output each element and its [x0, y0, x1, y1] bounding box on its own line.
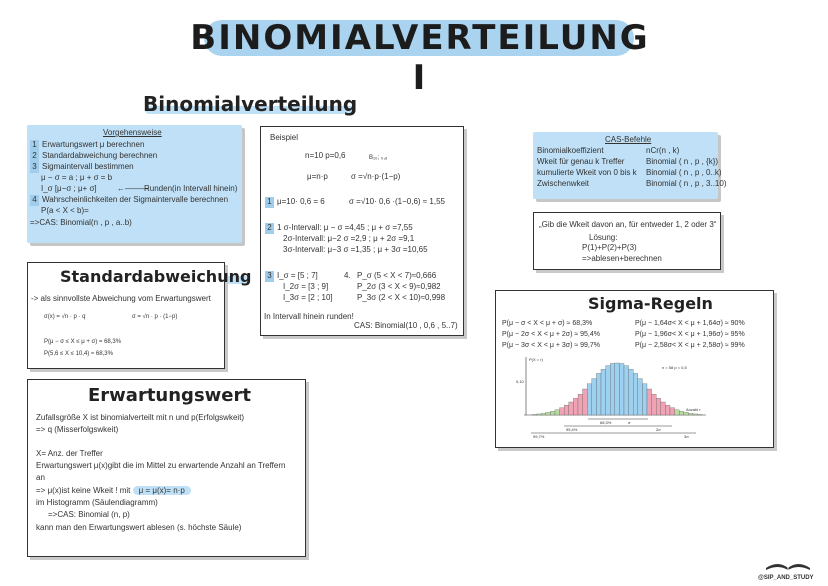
histogram-bar	[688, 413, 693, 415]
sigma-regeln-panel: Sigma-Regeln P(μ − σ < X < μ + σ) ≈ 68,3% P(μ − 2σ < X < μ + 2σ) ≈ 95,4% P(μ − 3σ < X < μ + 3σ) ≈ 99,7% P(μ − 1,64σ< X < μ + 1,64σ) ≈ 90% P(μ − 1,96σ< X < μ + 1,96σ) ≈ 95% P(μ − 2,58σ< X < μ + 2,58σ) ≈ 99% P(X = r) Anzahl r 0,10 n = 58 p = 0,5 68,3% 95,4% 99,7% σ 2σ 3σ	[495, 290, 774, 448]
histogram-bar	[619, 364, 624, 415]
page-title: BINOMIALVERTEILUNG I	[190, 18, 650, 98]
histogram-bar	[587, 384, 592, 415]
histogram-bar	[583, 389, 588, 415]
hist-xlabel: Anzahl r	[686, 407, 701, 412]
subtitle: Binomialverteilung	[143, 92, 358, 116]
standardabweichung-panel: Standardabweichung -> als sinnvollste Abweichung vom Erwartungswert σ(x) = √n · p · q σ = √n · p · (1−p) P(μ − σ ≤ X ≤ μ + σ) = 68,3% P(5,6 ≤ X ≤ 10,4) ≈ 68,3%	[27, 262, 225, 369]
sigma-histogram	[496, 353, 773, 445]
erwartungswert-panel: Erwartungswert Zufallsgröße X ist binomialverteilt mit n und p(Erfolgswkeit) => q (Misserfolgswkeit) X= Anz. der Treffer Erwartungswert μ(x)gibt die im Mittel zu erwartende Anzahl an Treffern an => μ(x)ist keine Wkeit ! mit μ = μ(x)= n·p im Histogramm (Säulendiagramm) =>CAS: Binomial (n, p) kann man den Erwartungswert ablesen (s. höchste Säule)	[27, 379, 306, 557]
histogram-bar	[642, 384, 647, 415]
histogram-bar	[550, 411, 555, 415]
cas-befehle-panel: CAS-Befehle Binomialkoeffizient nCr(n , k) Wkeit für genau k Treffer Binomial ( n , p , {k}) kumulierte Wkeit von 0 bis k Binomial ( n , p , 0..k) Zwischenwkeit Binomial ( n , p , 3..10)	[533, 132, 718, 199]
histogram-bar	[638, 379, 643, 415]
histogram-bar	[633, 373, 638, 415]
histogram-bar	[601, 369, 606, 415]
histogram-bar	[624, 366, 629, 415]
histogram-bar	[629, 369, 634, 415]
vorgehensweise-heading: Vorgehensweise	[103, 128, 162, 137]
hist-pct1: 68,3%	[600, 420, 612, 425]
histogram-bar	[661, 402, 666, 415]
hist-sig2: 2σ	[656, 427, 661, 432]
hist-ylabel: P(X = r)	[529, 357, 543, 362]
histogram-bar	[564, 405, 569, 415]
histogram-bar	[670, 408, 675, 415]
histogram-bar	[578, 394, 583, 415]
logo: @SIP_AND_STUDY	[758, 556, 818, 582]
histogram-bar	[684, 412, 689, 415]
histogram-bar	[546, 412, 551, 415]
hist-pct2: 95,4%	[566, 427, 578, 432]
entweder-panel: „Gib die Wkeit davon an, für entweder 1, 2 oder 3“ Lösung: P(1)+P(2)+P(3) =>ablesen+berechnen	[533, 212, 721, 270]
histogram-bar	[560, 408, 565, 415]
hist-sig1: σ	[628, 420, 631, 425]
histogram-bar	[698, 414, 703, 415]
histogram-bar	[592, 379, 597, 415]
histogram-bar	[555, 410, 560, 415]
vorgehensweise-panel: Vorgehensweise 1 Erwartungswert μ berechnen 2 Standardabweichung berechnen 3 Sigmaintervall bestimmen μ − σ = a ; μ + σ = b I_σ [μ−σ ; μ+ σ] ←——— Runden(in Intervall hinein) 4 Wahrscheinlichkeiten der Sigmaintervalle berechnen P(a < X < b)= =>CAS: Binomial(n , p , a..b)	[27, 125, 242, 243]
histogram-bar	[656, 398, 661, 415]
standardabweichung-heading: Standardabweichung	[60, 267, 252, 286]
histogram-bar	[596, 373, 601, 415]
histogram-bar	[679, 411, 684, 415]
histogram-bar	[569, 402, 574, 415]
histogram-bar	[652, 394, 657, 415]
histogram-bar	[573, 398, 578, 415]
histogram-bar	[647, 389, 652, 415]
histogram-bar	[665, 405, 670, 415]
sigma-regeln-heading: Sigma-Regeln	[588, 294, 713, 313]
histogram-bar	[532, 414, 537, 415]
hist-pct3: 99,7%	[533, 434, 545, 439]
book-icon	[758, 556, 818, 572]
hist-params: n = 58 p = 0,5	[662, 365, 687, 370]
histogram-bar	[541, 413, 546, 415]
histogram-bar	[606, 366, 611, 415]
hist-tick: 0,10	[516, 379, 524, 384]
hist-sig3: 3σ	[684, 434, 689, 439]
histogram-bar	[537, 414, 542, 415]
histogram-bar	[615, 363, 620, 415]
histogram-bar	[610, 364, 615, 415]
histogram-bar	[693, 414, 698, 415]
erwartungswert-heading: Erwartungswert	[88, 385, 251, 406]
beispiel-panel: Beispiel n=10 p=0,6 B₁₀; ₀,₆ μ=n·p σ =√n·p·(1−p) 1 μ=10· 0,6 = 6 σ =√10· 0,6 ·(1−0,6) ≈ 1,55 2 1 σ-Intervall: μ − σ =4,45 ; μ + σ =7,55 2σ-Intervall: μ−2 σ =2,9 ; μ + 2σ =9,1 3σ-Intervall: μ−3 σ =1,35 ; μ + 3σ =10,65 3 I_σ = [5 ; 7] I_2σ = [3 ; 9] I_3σ = [2 ; 10] 4. P_σ (5 < X < 7)≈0,666 P_2σ (3 < X < 9)≈0,982 P_3σ (2 < X < 10)≈0,998 In Intervall hinein runden! CAS: Binomial(10 , 0,6 , 5..7)	[260, 126, 464, 336]
histogram-bar	[675, 410, 680, 415]
